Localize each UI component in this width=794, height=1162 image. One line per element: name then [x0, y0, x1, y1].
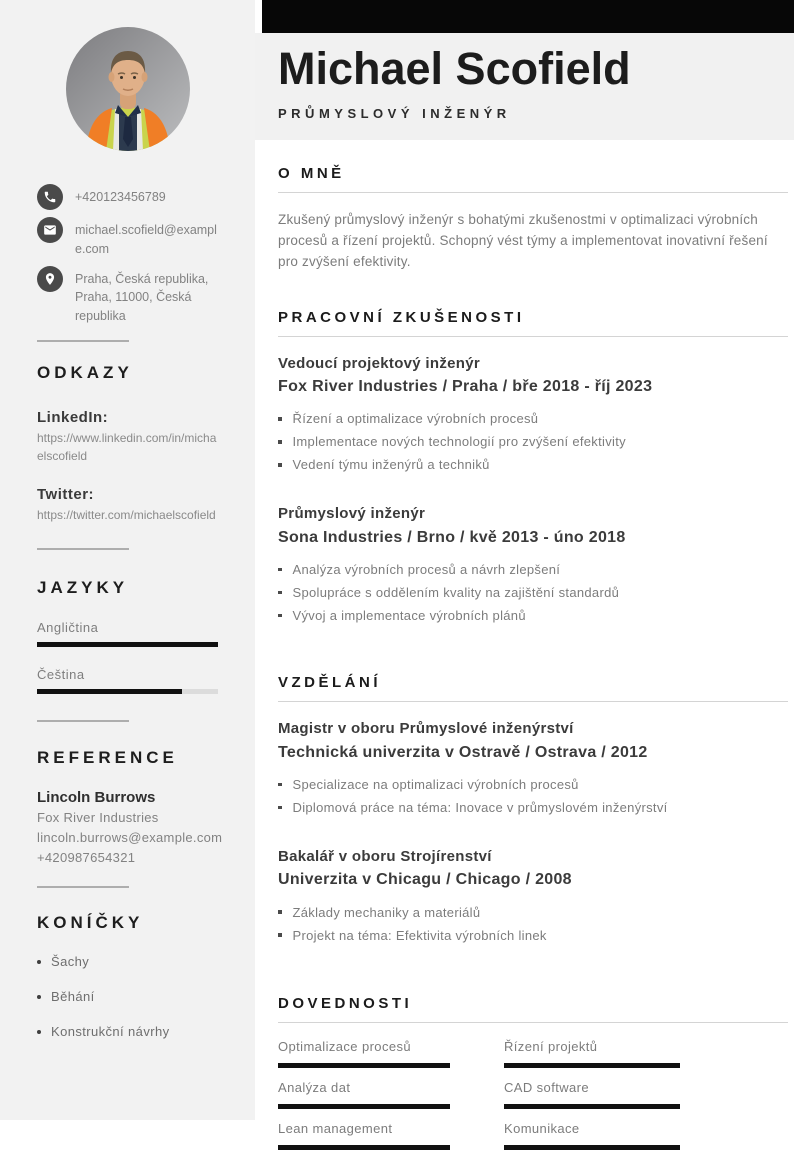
sidebar-divider: [37, 340, 129, 342]
languages-heading: JAZYKY: [37, 577, 129, 597]
experience-heading: PRACOVNÍ ZKUŠENOSTI: [278, 309, 788, 337]
language-level-bar: [37, 642, 218, 647]
section-about: [278, 165, 788, 273]
contact-list: [37, 184, 218, 326]
job-title-text: Vedoucí projektový inženýr: [278, 354, 481, 372]
bullet-item: Specializace na optimalizaci výrobních procesů: [278, 773, 788, 796]
page-title: Michael Scofield: [278, 43, 631, 94]
main-content: [255, 165, 794, 1162]
bullet-item: Analýza výrobních procesů a návrh zlepšení: [278, 558, 788, 581]
phone-icon: [37, 184, 63, 210]
education-bullets: [278, 901, 788, 947]
hobby-item: [37, 954, 218, 969]
bullet-square-icon: [278, 417, 282, 421]
section-experience: [278, 309, 788, 627]
education-entry: [278, 846, 788, 947]
language-name: Angličtina: [37, 619, 99, 635]
profile-photo-illustration: [66, 27, 190, 151]
sidebar: [0, 0, 255, 1120]
skill-level-bar: [278, 1104, 450, 1109]
profile-photo: [66, 27, 190, 151]
bullet-item: Řízení a optimalizace výrobních procesů: [278, 407, 788, 430]
bullet-item: Základy mechaniky a materiálů: [278, 901, 788, 924]
bullet-square-icon: [278, 591, 282, 595]
skill-item: CAD software: [504, 1080, 680, 1109]
email-value: michael.scofield@example.com: [75, 223, 217, 256]
education-entry: [278, 718, 788, 819]
language-level-bar: [37, 689, 218, 694]
link-label-linkedin: LinkedIn:: [37, 408, 109, 426]
header: [255, 33, 794, 140]
bullet-square-icon: [278, 614, 282, 618]
skill-level-bar: [504, 1104, 680, 1109]
school-meta: Technická univerzita v Ostravě / Ostrava / 2012: [278, 743, 648, 761]
section-education: [278, 674, 788, 946]
job-meta: Fox River Industries / Praha / bře 2018 - říj 2023: [278, 378, 653, 396]
job-meta: Sona Industries / Brno / kvě 2013 - úno 2018: [278, 528, 626, 546]
reference-heading: REFERENCE: [37, 747, 178, 767]
bullet-square-icon: [278, 910, 282, 914]
skills-heading: DOVEDNOSTI: [278, 995, 788, 1023]
links-heading: ODKAZY: [37, 362, 133, 382]
job-entry: [278, 503, 788, 627]
reference-phone: +420987654321: [37, 850, 136, 866]
bullet-square-icon: [278, 568, 282, 572]
link-url-linkedin[interactable]: https://www.linkedin.com/in/michaelscofield: [37, 430, 217, 463]
bullet-square-icon: [278, 933, 282, 937]
about-heading: O MNĚ: [278, 165, 788, 193]
skill-item: Lean management: [278, 1121, 450, 1150]
envelope-icon: [37, 217, 63, 243]
contact-address: [37, 266, 218, 326]
skills-grid: [278, 1039, 788, 1162]
sidebar-divider: [37, 720, 129, 722]
bullet-dot-icon: [37, 995, 41, 999]
bullet-square-icon: [278, 440, 282, 444]
bullet-square-icon: [278, 783, 282, 787]
bullet-square-icon: [278, 463, 282, 467]
job-bullets: [278, 558, 788, 627]
skill-item: Řízení projektů: [504, 1039, 680, 1068]
main-column: [255, 0, 794, 1136]
contact-phone: [37, 184, 218, 210]
job-title-subtitle: PRŮMYSLOVÝ INŽENÝR: [278, 105, 511, 121]
reference-company: Fox River Industries: [37, 809, 159, 825]
language-name: Čeština: [37, 666, 85, 682]
hobby-label: Běhání: [51, 989, 95, 1005]
skill-item: Analýza dat: [278, 1080, 450, 1109]
job-title-text: Průmyslový inženýr: [278, 505, 426, 523]
bullet-item: Projekt na téma: Efektivita výrobních linek: [278, 924, 788, 947]
reference-email: lincoln.burrows@example.com: [37, 829, 223, 845]
bullet-item: Vývoj a implementace výrobních plánů: [278, 604, 788, 627]
contact-email: [37, 217, 218, 259]
about-text: Zkušený průmyslový inženýr s bohatými zkušenostmi v optimalizaci výrobních procesů a řízení projektů. Schopný vést týmy a implementovat inovativní řešení pro zvýšení efektivity.: [278, 212, 768, 269]
bullet-square-icon: [278, 806, 282, 810]
bullet-item: Spolupráce s oddělením kvality na zajištění standardů: [278, 581, 788, 604]
school-meta: Univerzita v Chicagu / Chicago / 2008: [278, 871, 572, 889]
skill-level-bar: [504, 1063, 680, 1068]
bullet-item: Diplomová práce na téma: Inovace v průmyslovém inženýrství: [278, 796, 788, 819]
bullet-dot-icon: [37, 960, 41, 964]
hobby-item: [37, 989, 218, 1004]
reference-name: Lincoln Burrows: [37, 788, 156, 806]
education-heading: VZDĚLÁNÍ: [278, 674, 788, 702]
map-pin-icon: [37, 266, 63, 292]
address-value: Praha, Česká republika, Praha, 11000, Česká republika: [75, 271, 209, 323]
hobby-label: Konstrukční návrhy: [51, 1024, 170, 1040]
education-bullets: [278, 773, 788, 819]
bullet-item: Vedení týmu inženýrů a techniků: [278, 453, 788, 476]
skill-level-bar: [504, 1145, 680, 1150]
section-skills: [278, 995, 788, 1162]
job-bullets: [278, 407, 788, 476]
phone-value: +420123456789: [75, 190, 166, 204]
skill-level-bar: [278, 1145, 450, 1150]
skill-item: Komunikace: [504, 1121, 680, 1150]
hobby-label: Šachy: [51, 954, 90, 970]
bullet-item: Implementace nových technologií pro zvýšení efektivity: [278, 430, 788, 453]
hobbies-heading: KONÍČKY: [37, 913, 144, 933]
link-label-twitter: Twitter:: [37, 485, 95, 503]
bullet-dot-icon: [37, 1030, 41, 1034]
sidebar-divider: [37, 548, 129, 550]
sidebar-divider: [37, 886, 129, 888]
skill-level-bar: [278, 1063, 450, 1068]
hobby-item: [37, 1024, 218, 1039]
link-url-twitter[interactable]: https://twitter.com/michaelscofield: [37, 507, 216, 522]
skill-item: Optimalizace procesů: [278, 1039, 450, 1068]
job-entry: [278, 353, 788, 477]
top-accent-bar: [262, 0, 794, 33]
degree-title: Magistr v oboru Průmyslové inženýrství: [278, 720, 574, 738]
degree-title: Bakalář v oboru Strojírenství: [278, 847, 492, 865]
